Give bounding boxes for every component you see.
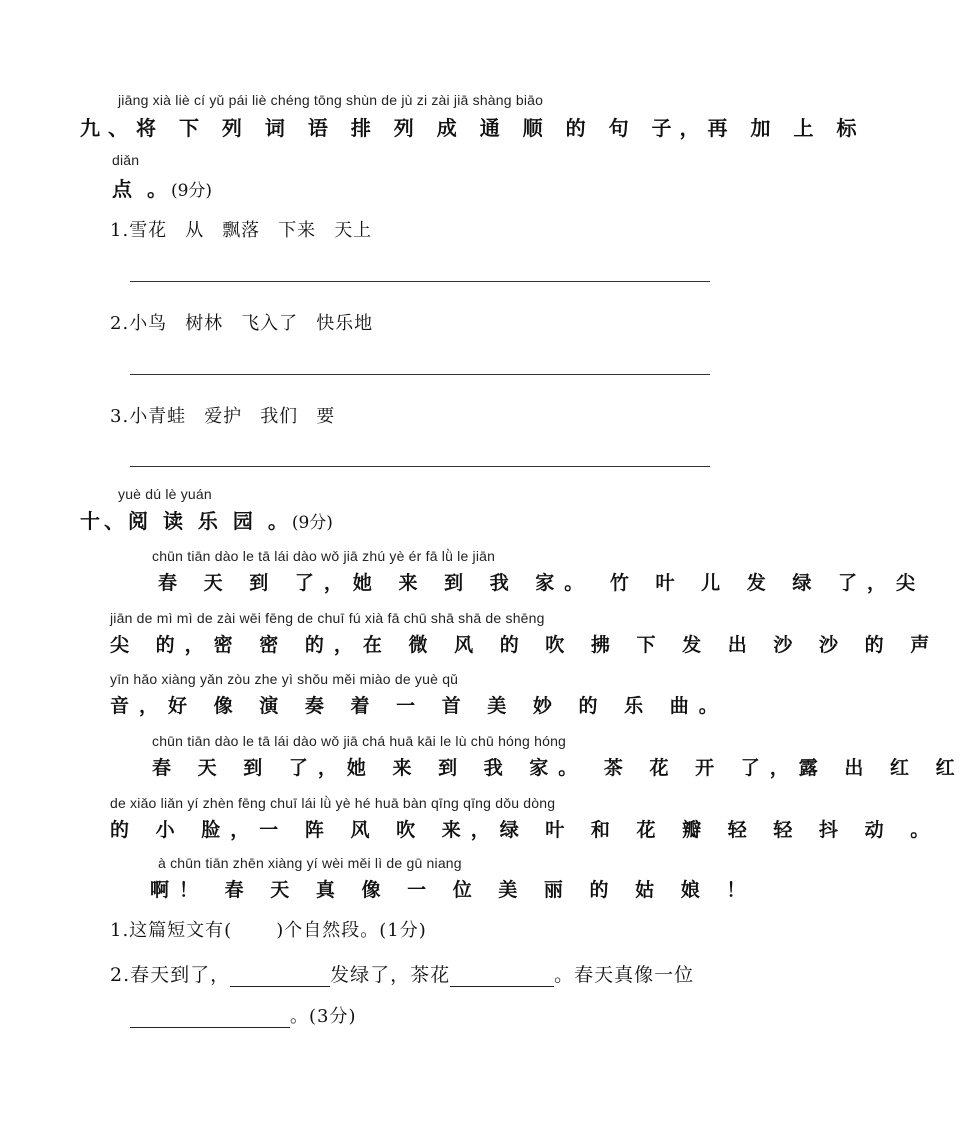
word: 飞入了 <box>241 313 299 334</box>
word: 爱护 <box>204 406 243 427</box>
passage-line-1: 春 天 到 了，她 来 到 我 家。 竹 叶 儿 发 绿 了，尖 <box>158 572 925 594</box>
word: 雪花 <box>129 220 168 241</box>
answer-blank-2[interactable] <box>450 968 554 987</box>
answer-line-1[interactable] <box>130 281 710 282</box>
word: 飘落 <box>222 220 261 241</box>
word: 小青蛙 <box>129 406 187 427</box>
word: 从 <box>185 220 205 241</box>
passage-line-4: 春 天 到 了，她 来 到 我 家。 茶 花 开 了，露 出 红 红 <box>152 757 965 779</box>
question-1-after: )个自然段。(1分) <box>276 920 427 941</box>
word: 我们 <box>260 406 299 427</box>
question-1-before: 1.这篇短文有( <box>110 920 233 941</box>
passage-pinyin-4: chūn tiān dào le tā lái dào wǒ jiā chá huā kāi le lù chū hóng hóng <box>152 733 567 749</box>
answer-line-2[interactable] <box>130 374 710 375</box>
passage-line-3: 音，好 像 演 奏 着 一 首 美 妙 的 乐 曲。 <box>110 695 728 717</box>
section10-score: (9分) <box>291 513 333 533</box>
answer-blank-1[interactable] <box>230 968 330 987</box>
question-2 <box>110 960 694 987</box>
word: 下来 <box>278 220 317 241</box>
item-number: 3. <box>110 406 130 427</box>
passage-line-5: 的 小 脸，一 阵 风 吹 来，绿 叶 和 花 瓣 轻 轻 抖 动 。 <box>110 819 940 841</box>
passage-pinyin-2: jiān de mì mì de zài wēi fēng de chuī fú xià fā chū shā shā de shēng <box>110 610 545 626</box>
answer-line-3[interactable] <box>130 466 710 467</box>
section10-pinyin: yuè dú lè yuán <box>118 486 212 502</box>
passage-line-6: 啊！ 春 天 真 像 一 位 美 丽 的 姑 娘 ！ <box>150 879 756 901</box>
section10-title-row <box>80 505 333 534</box>
passage-pinyin-6: à chūn tiān zhēn xiàng yí wèi měi lì de gū niang <box>158 855 462 871</box>
word: 树林 <box>185 313 224 334</box>
section9-score: (9分) <box>170 181 213 201</box>
word: 快乐地 <box>316 313 374 334</box>
section9-pinyin-line1: jiāng xià liè cí yǔ pái liè chéng tōng shùn de jù zi zài jiā shàng biāo <box>118 92 544 108</box>
question-2-continued <box>130 1002 357 1028</box>
word: 小鸟 <box>129 313 168 334</box>
answer-blank-3[interactable] <box>130 1009 290 1028</box>
answer-blank-paragraphs[interactable] <box>232 924 276 942</box>
section9-item-3 <box>110 402 335 428</box>
section9-pinyin-line2: diǎn <box>112 152 140 168</box>
section9-title-line1: 九、将 下 列 词 语 排 列 成 通 顺 的 句 子，再 加 上 标 <box>80 116 865 140</box>
question-2-part4: 。(3分) <box>290 1006 357 1027</box>
item-number: 1. <box>110 220 130 241</box>
passage-pinyin-1: chūn tiān dào le tā lái dào wǒ jiā zhú yè ér fā lǜ le jiān <box>152 548 496 564</box>
passage-pinyin-5: de xiǎo liǎn yí zhèn fēng chuī lái lǜ yè hé huā bàn qīng qīng dǒu dòng <box>110 795 556 811</box>
item-number: 2. <box>110 313 130 334</box>
section9-item-2 <box>110 309 373 335</box>
question-2-part2: 发绿了，茶花 <box>330 964 451 986</box>
question-2-part3: 。春天真像一位 <box>554 964 695 986</box>
section10-title: 十、阅 读 乐 园 。 <box>80 509 292 533</box>
passage-pinyin-3: yīn hǎo xiàng yǎn zòu zhe yì shǒu měi miào de yuè qǔ <box>110 671 459 687</box>
passage-line-2: 尖 的，密 密 的，在 微 风 的 吹 拂 下 发 出 沙 沙 的 声 <box>110 634 940 656</box>
section9-title-text: 点 。 <box>112 177 171 201</box>
section9-item-1 <box>110 216 372 242</box>
question-1 <box>110 916 427 942</box>
section9-title-line2 <box>112 173 212 202</box>
word: 天上 <box>334 220 373 241</box>
question-2-part1: 2.春天到了， <box>110 964 231 986</box>
word: 要 <box>316 406 336 427</box>
